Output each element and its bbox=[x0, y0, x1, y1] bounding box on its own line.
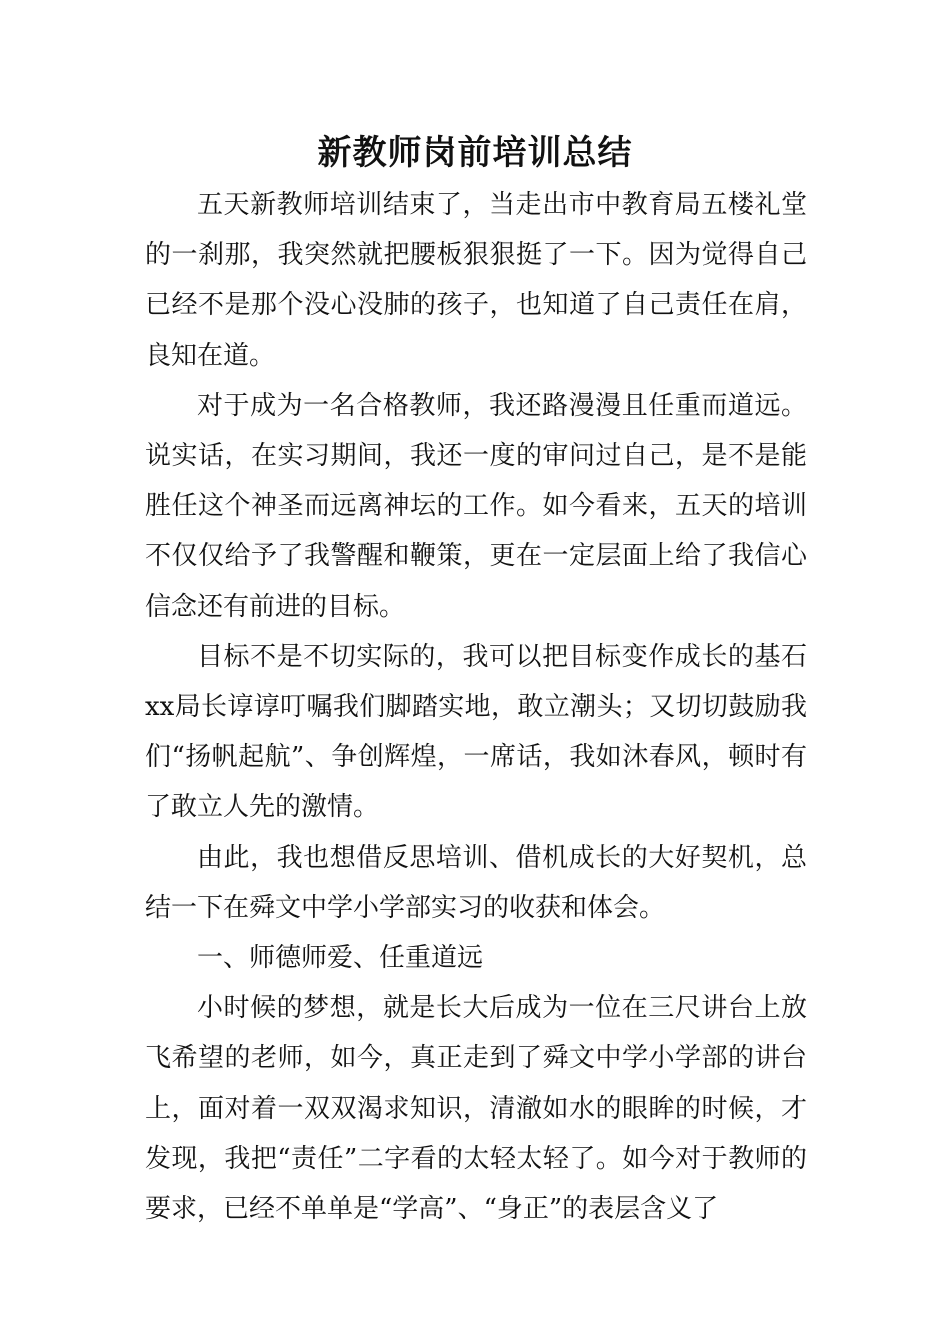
document-body bbox=[145, 180, 807, 1234]
section-heading-ethics: 一、师德师爱、任重道远 bbox=[197, 943, 484, 974]
document-title: 新教师岗前培训总结 bbox=[317, 133, 633, 173]
paragraph-goals: 目标不是不切实际的，我可以把目标变作成长的基石xx局长谆谆叮嘱我们脚踏实地，敢立潮头；又切切鼓励我们“扬帆起航”、争创辉煌，一席话，我如沐春风，顿时有了敢立人先的激情。 bbox=[145, 641, 807, 823]
paragraph-childhood-dream: 小时候的梦想，就是长大后成为一位在三尺讲台上放飞希望的老师，如今，真正走到了舜文中学小学部的讲台上，面对着一双双渴求知识，清澈如水的眼眸的时候，才发现，我把“责任”二字看的太轻太轻了。如今对于教师的要求，已经不单单是“学高”、“身正”的表层含义了 bbox=[145, 993, 807, 1225]
paragraph-reflection: 对于成为一名合格教师，我还路漫漫且任重而道远。说实话，在实习期间，我还一度的审问过自己，是不是能胜任这个神圣而远离神坛的工作。如今看来，五天的培训不仅仅给予了我警醒和鞭策，更在一定层面上给了我信心信念还有前进的目标。 bbox=[145, 390, 807, 622]
paragraph-summary-intent: 由此，我也想借反思培训、借机成长的大好契机，总结一下在舜文中学小学部实习的收获和体会。 bbox=[145, 842, 807, 923]
paragraph-intro: 五天新教师培训结束了，当走出市中教育局五楼礼堂的一刹那，我突然就把腰板狠狠挺了一下。因为觉得自己已经不是那个没心没肺的孩子，也知道了自己责任在肩，良知在道。 bbox=[145, 190, 807, 371]
